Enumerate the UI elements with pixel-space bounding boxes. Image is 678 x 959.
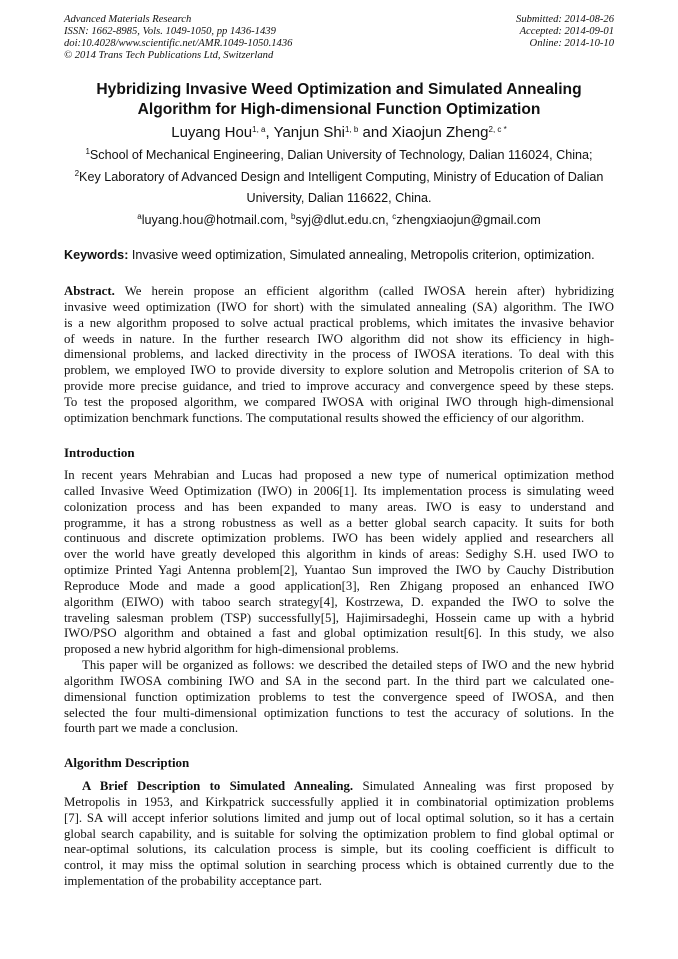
accepted-date: Accepted: 2014-09-01 bbox=[519, 26, 614, 37]
line-text: To test the proposed algorithm, we compared IWOSA with original IWO through high-dimensional bbox=[64, 394, 614, 409]
line-text: optimization benchmark functions. The computational results showed the efficiency of our algorithm. bbox=[64, 410, 585, 425]
text-line bbox=[64, 811, 614, 827]
text-line bbox=[64, 500, 614, 516]
separator: and bbox=[358, 124, 392, 141]
aff-text: Key Laboratory of Advanced Design and Intelligent Computing, Ministry of Education of Dalian bbox=[79, 169, 604, 184]
text-line bbox=[64, 547, 614, 563]
line-text: invasive weed optimization (IWO for short) with the simulated annealing (SA) algorithm. The IWO bbox=[64, 299, 614, 314]
text-line bbox=[64, 779, 614, 795]
author-sup: 1, a bbox=[252, 125, 266, 134]
keywords bbox=[64, 247, 595, 263]
line-text: global search capability, and is suitable for solving the optimization problem to find global optimal or bbox=[64, 826, 614, 841]
text-line bbox=[64, 858, 614, 874]
title-line: Algorithm for High-dimensional Function Optimization bbox=[137, 101, 541, 118]
author-name: Yanjun Shi bbox=[273, 124, 346, 141]
text-line bbox=[64, 690, 614, 706]
line-text: provide more precise guidance, and tried to improve accuracy and convergence speed by these steps. bbox=[64, 379, 614, 394]
emails bbox=[0, 210, 678, 232]
line-text: is a new algorithm proposed to solve actual practical problems, which imitates the invasive behavior bbox=[64, 315, 614, 330]
text-line bbox=[64, 363, 614, 379]
text-line bbox=[64, 595, 614, 611]
line-text: Reproduce Mode and made a good application[3], Ren Zhigang proposed an enhanced IWO bbox=[64, 578, 614, 593]
line-text: problem, we employed IWO to provide diversity to explore solution and Metropolis criterion of SA to bbox=[64, 363, 614, 378]
line-text: near-optimal solutions, its calculation process is simple, but its cooling coefficient is difficult to bbox=[64, 842, 614, 857]
line-text: fourth part we made a conclusion. bbox=[64, 721, 239, 736]
abstract bbox=[64, 284, 614, 427]
line-text: traveling salesman problem (TSP) successfully[5], Hajimirsadeghi, Hossein came up with a hybrid bbox=[64, 610, 614, 625]
line-text: dimensional function optimization problems to test the convergence speed of IWOSA, and then bbox=[64, 689, 614, 704]
algorithm-paragraph bbox=[64, 779, 614, 890]
submitted-date: Submitted: 2014-08-26 bbox=[516, 14, 614, 25]
text-line bbox=[64, 842, 614, 858]
line-text: In recent years Mehrabian and Lucas had proposed a new type of numerical optimization method bbox=[64, 468, 614, 482]
separator: , bbox=[265, 124, 274, 141]
line-text: IWO/PSO algorithm and obtained a fast and global optimization result[6]. In this study, we also bbox=[64, 626, 614, 641]
author-name: Luyang Hou bbox=[171, 124, 253, 141]
keywords-text: Invasive weed optimization, Simulated annealing, Metropolis criterion, optimization. bbox=[128, 248, 595, 262]
intro-paragraph-2 bbox=[64, 658, 614, 737]
title-line: Hybridizing Invasive Weed Optimization and Simulated Annealing bbox=[96, 81, 582, 98]
author-sup: 1, b bbox=[345, 125, 359, 134]
text-line bbox=[64, 874, 614, 890]
text-line bbox=[64, 642, 614, 658]
algorithm-heading: Algorithm Description bbox=[64, 755, 190, 770]
keywords-label: Keywords: bbox=[64, 248, 129, 262]
issn: ISSN: 1662-8985, Vols. 1049-1050, pp 1436-1439 bbox=[64, 26, 276, 37]
line-text: Simulated Annealing was first proposed by bbox=[353, 779, 614, 793]
line-text: implementation of the probability acceptance part. bbox=[64, 874, 322, 889]
aff-text: School of Mechanical Engineering, Dalian University of Technology, Dalian 116024, China; bbox=[89, 148, 593, 162]
line-text: dimensional problems, and lacked directivity in the process of IWOSA iterations. To deal with this bbox=[64, 347, 614, 362]
journal-name: Advanced Materials Research bbox=[64, 14, 192, 25]
text-line bbox=[64, 674, 614, 690]
text-line bbox=[64, 563, 614, 579]
online-date: Online: 2014-10-10 bbox=[529, 38, 614, 49]
affiliation-2-cont: University, Dalian 116622, China. bbox=[246, 191, 432, 206]
text-line bbox=[64, 579, 614, 595]
text-line bbox=[64, 531, 614, 547]
line-text: continuous and discrete optimization problems. IWO has been widely applied and researchers all bbox=[64, 531, 614, 546]
line-text: proposed a new hybrid algorithm for high-dimensional problems. bbox=[64, 642, 399, 657]
email-sup: c bbox=[392, 212, 397, 222]
text-line bbox=[64, 827, 614, 843]
journal-info bbox=[64, 14, 292, 62]
email-sup: a bbox=[137, 212, 142, 222]
text-line bbox=[64, 468, 614, 484]
line-text: [7]. SA will accept inferior solutions limited and jump out of local optimal solution, so it has a certain bbox=[64, 810, 614, 825]
affiliations bbox=[0, 145, 678, 232]
text-line bbox=[64, 395, 614, 411]
run-in-heading: A Brief Description to Simulated Annealing. bbox=[82, 779, 354, 793]
text-line bbox=[64, 706, 614, 722]
line-text: of weeds in nature. In the further research IWO algorithm did not show its efficiency in high- bbox=[64, 331, 614, 346]
authors bbox=[0, 123, 678, 143]
doi: doi:10.4028/www.scientific.net/AMR.1049-1050.1436 bbox=[64, 38, 293, 49]
email-sup: b bbox=[291, 212, 296, 222]
text-line bbox=[64, 316, 614, 332]
text-line bbox=[64, 658, 614, 674]
text-line bbox=[64, 379, 614, 395]
aff-sup: 1 bbox=[85, 147, 90, 156]
author-sup: 2, c * bbox=[488, 125, 507, 134]
text-line bbox=[64, 721, 614, 737]
affiliation-2 bbox=[0, 167, 678, 189]
line-text: This paper will be organized as follows: we described the detailed steps of IWO and the new hybrid bbox=[82, 658, 614, 672]
dates-info bbox=[516, 14, 614, 50]
line-text: optimize Printed Yagi Antenna problem[2], Yuantao Sun improved the IWO by Cauchy Distribution bbox=[64, 563, 614, 578]
line-text: algorithm IWOSA combining IWO and SA in the second part. In the third part we calculated one- bbox=[64, 673, 614, 688]
text-line bbox=[64, 611, 614, 627]
line-text: over the world have greatly developed this algorithm in kinds of areas: Sedighy S.H. used IWO to bbox=[64, 547, 614, 562]
text-line bbox=[64, 795, 614, 811]
text-line bbox=[64, 411, 614, 427]
email: syj@dlut.edu.cn, bbox=[295, 213, 393, 228]
run-in-heading: Abstract. bbox=[64, 284, 115, 298]
text-line bbox=[64, 284, 614, 300]
email: zhengxiaojun@gmail.com bbox=[396, 213, 541, 228]
aff-sup: 2 bbox=[74, 168, 80, 178]
introduction-heading: Introduction bbox=[64, 445, 135, 460]
line-text: algorithm (EIWO) with taboo search strategy[4], Kostrzewa, D. expanded the IWO to solve the bbox=[64, 594, 614, 609]
copyright: © 2014 Trans Tech Publications Ltd, Switzerland bbox=[64, 50, 274, 61]
text-line bbox=[64, 626, 614, 642]
text-line bbox=[64, 347, 614, 363]
text-line bbox=[64, 484, 614, 500]
text-line bbox=[64, 332, 614, 348]
line-text: called Invasive Weed Optimization (IWO) in 2006[1]. Its implementation process is simulating weed bbox=[64, 483, 614, 498]
line-text: control, it may miss the optimal solution in searching process which is obtained currently due to the bbox=[64, 858, 614, 873]
line-text: selected the four multi-dimensional optimization functions to test the accuracy of solutions. In the bbox=[64, 705, 614, 720]
author-name: Xiaojun Zheng bbox=[391, 124, 489, 141]
text-line bbox=[64, 300, 614, 316]
affiliation-1 bbox=[0, 145, 678, 167]
text-line bbox=[64, 516, 614, 532]
line-text: programme, it has a strong robustness as well as a better global search capacity. It suits for both bbox=[64, 515, 614, 530]
line-text: colonization process and has been expanded to many areas. IWO is easy to understand and bbox=[64, 499, 614, 514]
paper-title bbox=[0, 80, 678, 120]
line-text: Metropolis in 1953, and Kirkpatrick successfully applied it in combinatorial optimization problems bbox=[64, 794, 614, 809]
email: luyang.hou@hotmail.com, bbox=[141, 213, 292, 228]
line-text: We herein propose an efficient algorithm (called IWOSA herein after) hybridizing bbox=[114, 284, 614, 298]
intro-paragraph-1 bbox=[64, 468, 614, 658]
